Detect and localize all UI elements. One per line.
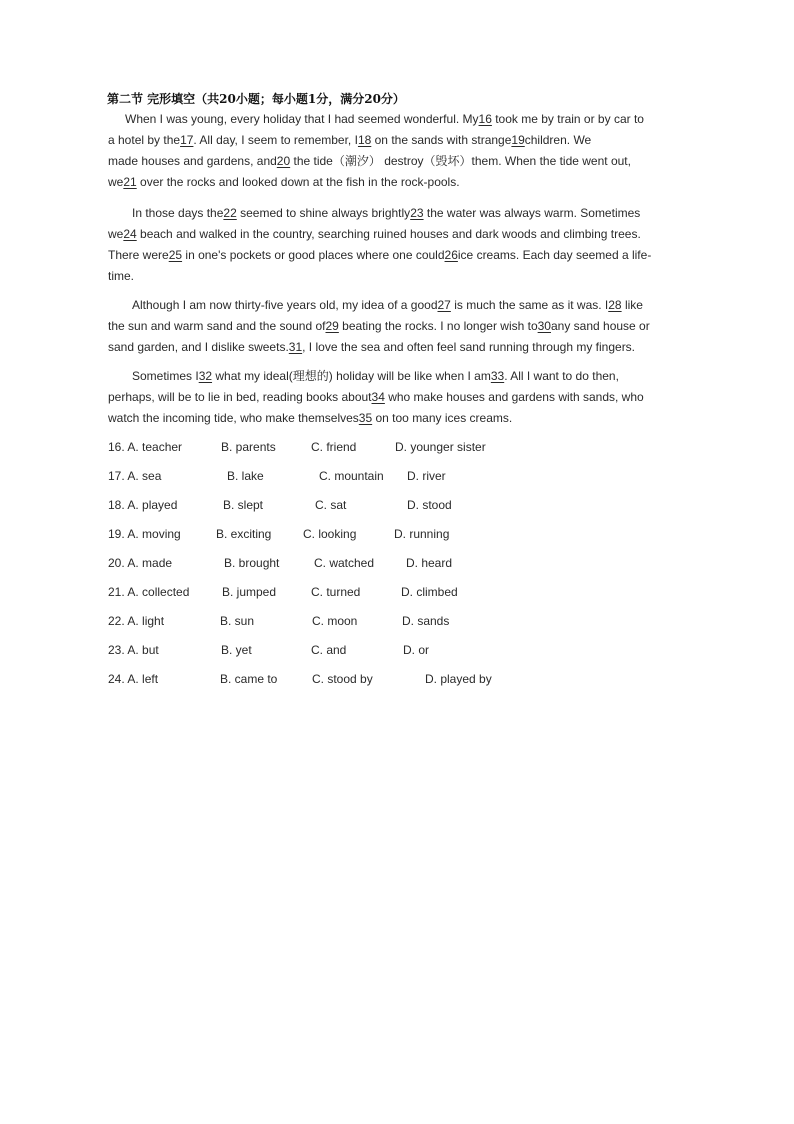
passage-line: [125, 110, 644, 128]
blank-20: 20: [276, 154, 291, 168]
option-d: D. running: [394, 527, 450, 541]
option-c: C. and: [311, 643, 347, 657]
passage-line: [132, 367, 619, 385]
passage-line: [108, 317, 650, 335]
option-d: D. river: [407, 469, 446, 483]
question-options-17: [108, 467, 668, 485]
option-a: 16. A. teacher: [108, 440, 183, 454]
blank-29: 29: [325, 319, 339, 333]
question-options-16: [108, 438, 668, 456]
passage-text: beating the rocks. I no longer wish to: [338, 319, 538, 333]
blank-31: 31: [288, 340, 303, 354]
option-b: B. sun: [220, 614, 255, 628]
option-d: D. played by: [425, 672, 492, 686]
section-heading: 第二节 完形填空（共20小题；每小题1分，满分20分）: [107, 92, 405, 106]
question-options-23: [108, 641, 668, 659]
option-b: B. lake: [227, 469, 264, 483]
passage-text: on too many ices creams.: [372, 411, 513, 425]
passage-line: [108, 409, 512, 427]
blank-33: 33: [490, 369, 505, 383]
passage-text: In those days the: [132, 206, 224, 220]
option-b: B. yet: [221, 643, 252, 657]
blank-22: 22: [223, 206, 237, 220]
option-d: D. climbed: [401, 585, 458, 599]
blank-35: 35: [358, 411, 373, 425]
blank-18: 18: [357, 133, 372, 147]
passage-text: over the rocks and looked down at the fish in the rock-pools.: [136, 175, 460, 189]
option-c: C. moon: [312, 614, 358, 628]
passage-text: we: [108, 227, 124, 241]
passage-line: [132, 204, 640, 222]
option-b: B. jumped: [222, 585, 277, 599]
passage-text: perhaps, will be to lie in bed, reading books about: [108, 390, 372, 404]
option-c: C. stood by: [312, 672, 373, 686]
option-b: B. slept: [223, 498, 264, 512]
passage-text: , I love the sea and often feel sand running through my fingers.: [302, 340, 636, 354]
blank-32: 32: [198, 369, 213, 383]
option-d: D. heard: [406, 556, 453, 570]
passage-text: what my ideal(理想的) holiday will be like when I am: [212, 369, 491, 383]
option-d: D. stood: [407, 498, 452, 512]
option-a: 18. A. played: [108, 498, 178, 512]
passage-text: Sometimes I: [132, 369, 199, 383]
blank-27: 27: [437, 298, 451, 312]
option-c: C. looking: [303, 527, 357, 541]
option-b: B. parents: [221, 440, 276, 454]
blank-24: 24: [123, 227, 137, 241]
passage-text: is much the same as it was. I: [450, 298, 609, 312]
blank-25: 25: [168, 248, 183, 262]
option-a: 22. A. light: [108, 614, 165, 628]
blank-19: 19: [511, 133, 525, 147]
question-options-19: [108, 525, 668, 543]
option-a: 19. A. moving: [108, 527, 181, 541]
passage-text: . All day, I seem to remember, I: [193, 133, 358, 147]
option-b: B. brought: [224, 556, 280, 570]
option-b: B. exciting: [216, 527, 272, 541]
passage-line: [108, 225, 641, 243]
option-c: C. sat: [315, 498, 347, 512]
passage-text: There were: [108, 248, 169, 262]
passage-line: [108, 131, 591, 149]
blank-23: 23: [410, 206, 424, 220]
question-options-22: [108, 612, 668, 630]
passage-text: we: [108, 175, 124, 189]
passage-text: ice creams. Each day seemed a life-: [457, 248, 652, 262]
passage-line: [132, 296, 643, 314]
passage-line: [108, 246, 651, 264]
passage-text: beach and walked in the country, searching ruined houses and dark woods and climbing trees.: [136, 227, 641, 241]
option-a: 17. A. sea: [108, 469, 162, 483]
passage-text: took me by train or by car to: [491, 112, 644, 126]
passage-text: the water was always warm. Sometimes: [423, 206, 641, 220]
passage-text: children. We: [524, 133, 592, 147]
option-a: 23. A. but: [108, 643, 159, 657]
blank-28: 28: [608, 298, 622, 312]
passage-text: on the sands with strange: [371, 133, 512, 147]
passage-text: When I was young, every holiday that I had seemed wonderful. My: [125, 112, 479, 126]
option-c: C. watched: [314, 556, 375, 570]
option-c: C. turned: [311, 585, 361, 599]
passage-text: sand garden, and I dislike sweets.: [108, 340, 289, 354]
blank-21: 21: [123, 175, 137, 189]
blank-30: 30: [537, 319, 551, 333]
passage-text: watch the incoming tide, who make themselves: [108, 411, 359, 425]
passage-text: time.: [108, 269, 135, 283]
question-options-20: [108, 554, 668, 572]
question-options-18: [108, 496, 668, 514]
blank-16: 16: [478, 112, 492, 126]
blank-26: 26: [444, 248, 458, 262]
passage-text: made houses and gardens, and: [108, 154, 277, 168]
passage-text: the sun and warm sand and the sound of: [108, 319, 326, 333]
option-d: D. younger sister: [395, 440, 486, 454]
passage-text: any sand house or: [550, 319, 650, 333]
passage-text: the tide（潮汐） destroy（毁坏）them. When the tide went out,: [290, 154, 631, 168]
passage-text: who make houses and gardens with sands, who: [384, 390, 644, 404]
passage-line: [108, 173, 460, 191]
blank-17: 17: [180, 133, 194, 147]
option-d: D. sands: [402, 614, 450, 628]
passage-text: in one's pockets or good places where one could: [182, 248, 445, 262]
passage-line: [108, 267, 134, 285]
option-b: B. came to: [220, 672, 278, 686]
question-options-21: [108, 583, 668, 601]
question-options-24: [108, 670, 668, 688]
option-a: 20. A. made: [108, 556, 173, 570]
option-a: 24. A. left: [108, 672, 159, 686]
option-c: C. friend: [311, 440, 357, 454]
option-a: 21. A. collected: [108, 585, 190, 599]
blank-34: 34: [371, 390, 385, 404]
passage-text: like: [621, 298, 643, 312]
passage-text: . All I want to do then,: [504, 369, 619, 383]
passage-text: Although I am now thirty-five years old, my idea of a good: [132, 298, 438, 312]
option-c: C. mountain: [319, 469, 384, 483]
passage-line: [108, 338, 635, 356]
passage-text: a hotel by the: [108, 133, 181, 147]
passage-text: seemed to shine always brightly: [236, 206, 411, 220]
passage-line: [108, 388, 644, 406]
passage-line: [108, 152, 631, 170]
option-d: D. or: [403, 643, 430, 657]
